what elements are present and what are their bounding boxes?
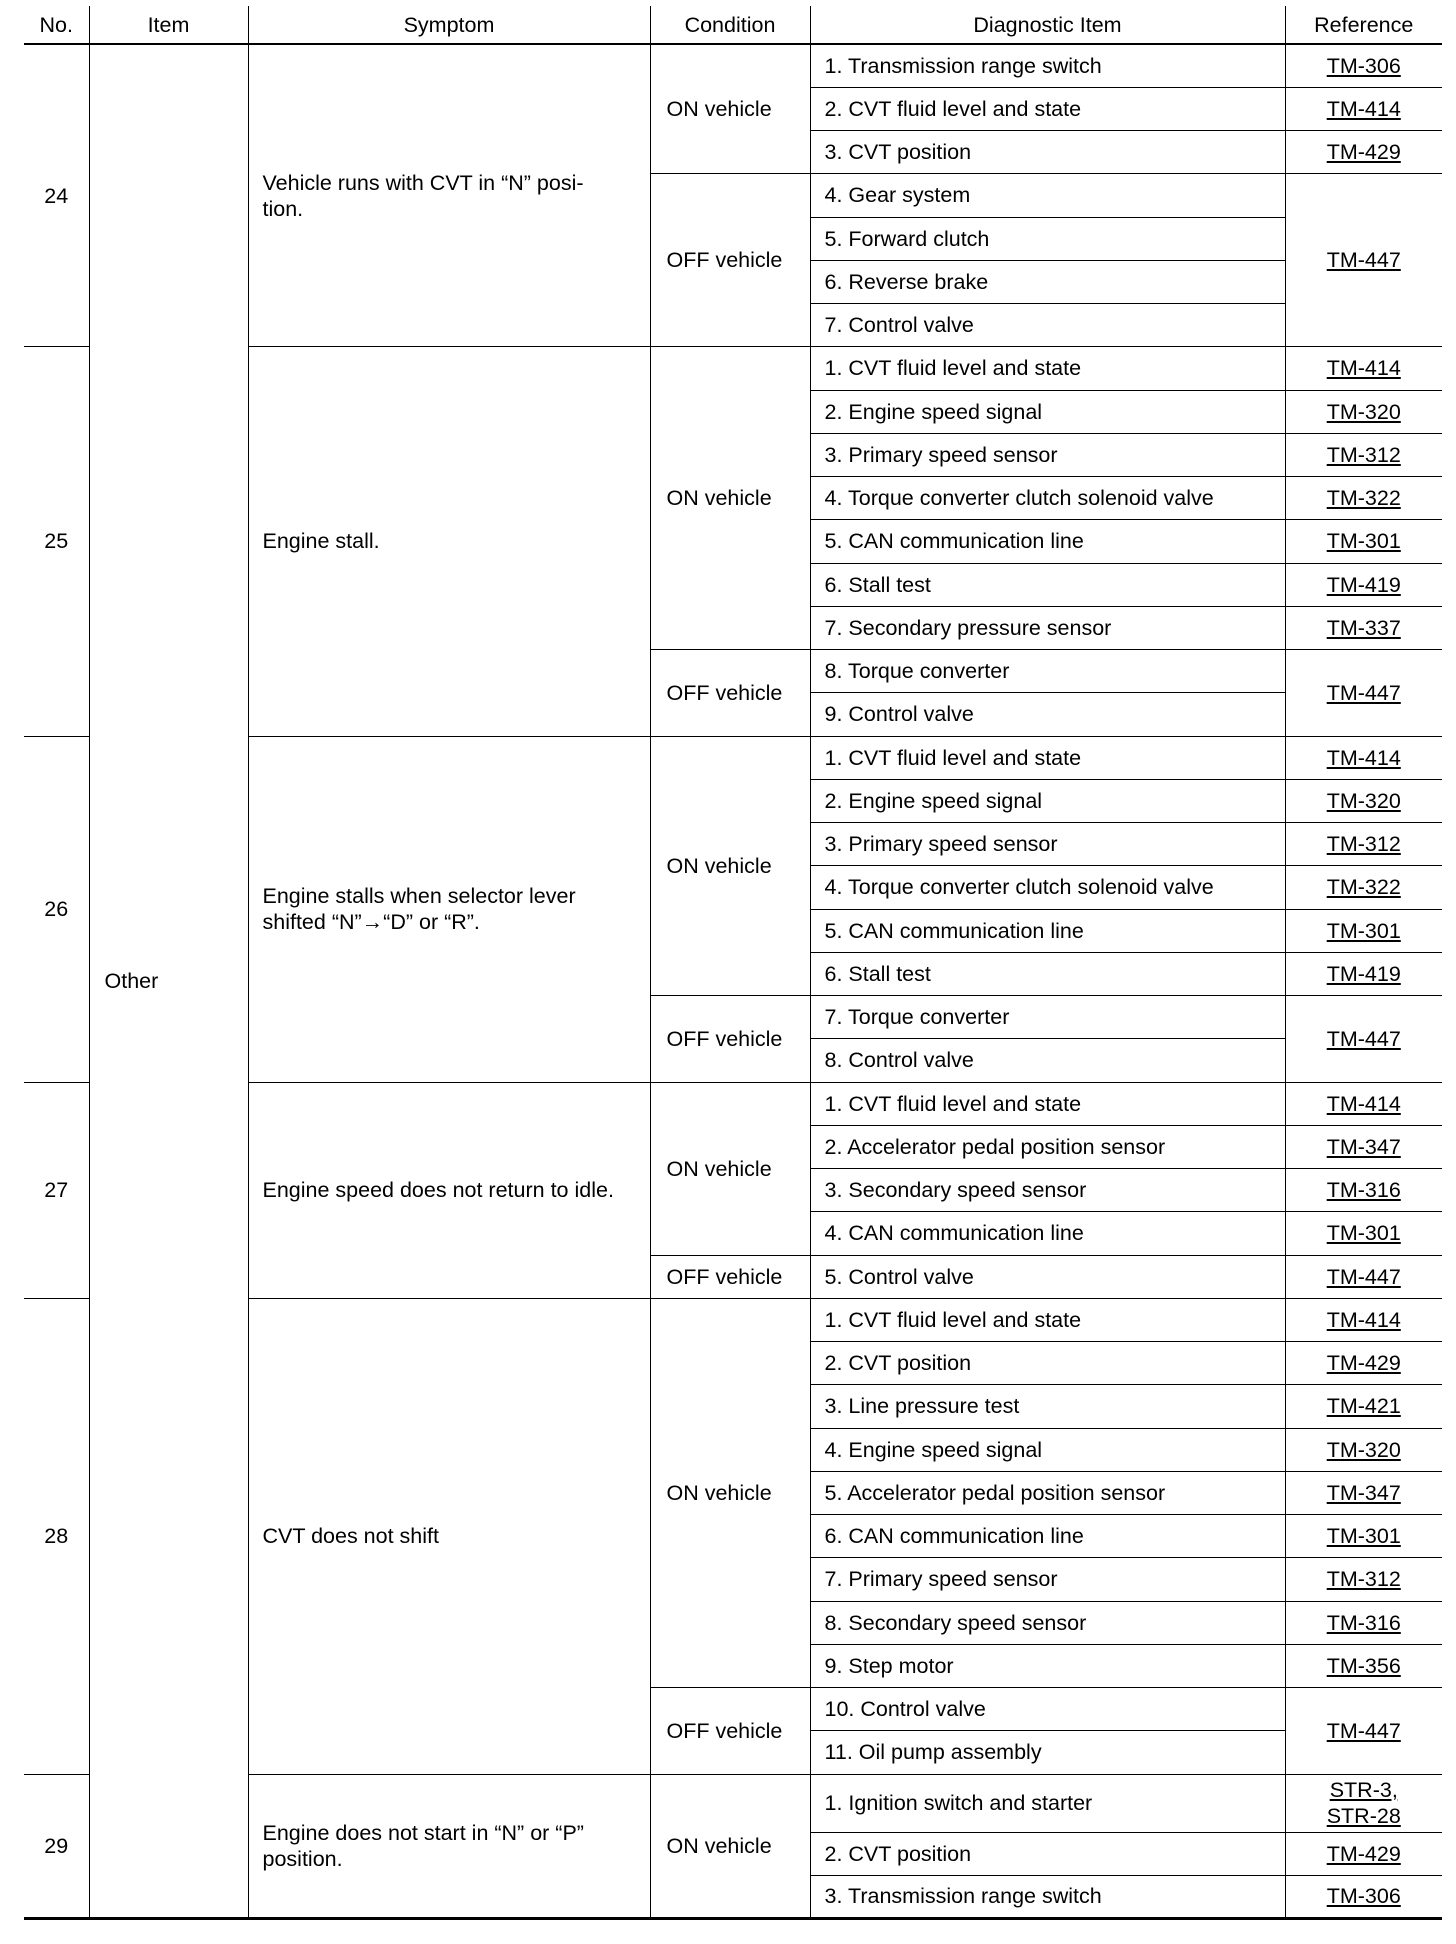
reference-link[interactable]: TM-414: [1326, 745, 1401, 770]
reference-cell: [1285, 606, 1442, 649]
diagnostic-item: 7. Control valve: [810, 304, 1285, 347]
reference-cell: [1285, 433, 1442, 476]
diagnostic-item: 3. CVT position: [810, 131, 1285, 174]
diagnostic-item: 1. Transmission range switch: [810, 44, 1285, 87]
item-cell: Other: [89, 44, 248, 1919]
reference-link[interactable]: TM-320: [1326, 788, 1401, 813]
reference-link[interactable]: TM-419: [1326, 572, 1401, 597]
reference-cell: [1285, 131, 1442, 174]
reference-cell: [1285, 1774, 1442, 1832]
diagnostic-item: 8. Torque converter: [810, 650, 1285, 693]
reference-cell: [1285, 1125, 1442, 1168]
diagnostic-item: 11. Oil pump assembly: [810, 1731, 1285, 1774]
symptom-cell: Engine stall.: [248, 347, 650, 736]
reference-cell: [1285, 996, 1442, 1083]
reference-cell: [1285, 44, 1442, 87]
reference-cell: [1285, 1688, 1442, 1775]
reference-link[interactable]: TM-414: [1326, 1307, 1401, 1332]
table-row: [24, 44, 1442, 87]
diagnostic-item: 1. Ignition switch and starter: [810, 1774, 1285, 1832]
reference-link[interactable]: TM-447: [1326, 1026, 1401, 1051]
diagnostic-item: 2. CVT position: [810, 1342, 1285, 1385]
diagnostic-item: 2. Engine speed signal: [810, 390, 1285, 433]
reference-link[interactable]: TM-347: [1326, 1134, 1401, 1159]
reference-cell: [1285, 1082, 1442, 1125]
reference-cell: [1285, 909, 1442, 952]
row-number: 25: [24, 347, 89, 736]
diagnostic-item: 6. Stall test: [810, 952, 1285, 995]
diagnostic-item: 6. CAN communication line: [810, 1515, 1285, 1558]
reference-link[interactable]: TM-429: [1326, 1351, 1401, 1376]
reference-cell: [1285, 866, 1442, 909]
condition-cell: ON vehicle: [650, 1082, 810, 1255]
reference-link[interactable]: TM-301: [1326, 918, 1401, 943]
reference-cell: [1285, 823, 1442, 866]
reference-link[interactable]: TM-337: [1326, 615, 1401, 640]
diagnostic-item: 1. CVT fluid level and state: [810, 1082, 1285, 1125]
reference-link[interactable]: TM-322: [1326, 486, 1401, 511]
diagnostic-item: 7. Primary speed sensor: [810, 1558, 1285, 1601]
symptom-cell: Engine stalls when selector lever shifted “N”→“D” or “R”.: [248, 736, 650, 1082]
header-condition: Condition: [650, 6, 810, 44]
reference-link[interactable]: TM-316: [1326, 1178, 1401, 1203]
header-symptom: Symptom: [248, 6, 650, 44]
diagnostic-item: 6. Reverse brake: [810, 260, 1285, 303]
reference-cell: [1285, 563, 1442, 606]
reference-cell: [1285, 1342, 1442, 1385]
reference-cell: [1285, 520, 1442, 563]
reference-cell: [1285, 650, 1442, 737]
reference-cell: [1285, 1558, 1442, 1601]
reference-link[interactable]: TM-447: [1326, 248, 1401, 273]
reference-cell: [1285, 1385, 1442, 1428]
reference-link[interactable]: TM-312: [1326, 832, 1401, 857]
row-number: 27: [24, 1082, 89, 1298]
reference-link[interactable]: TM-306: [1326, 53, 1401, 78]
condition-cell: ON vehicle: [650, 44, 810, 174]
diagnostic-item: 3. Secondary speed sensor: [810, 1169, 1285, 1212]
diagnostic-item: 7. Torque converter: [810, 996, 1285, 1039]
reference-link[interactable]: TM-320: [1326, 399, 1401, 424]
diagnostic-item: 3. Line pressure test: [810, 1385, 1285, 1428]
reference-cell: [1285, 1298, 1442, 1341]
diagnostic-item: 3. Primary speed sensor: [810, 433, 1285, 476]
reference-cell: [1285, 1875, 1442, 1918]
reference-link[interactable]: TM-414: [1326, 1091, 1401, 1116]
condition-cell: OFF vehicle: [650, 1255, 810, 1298]
reference-link[interactable]: TM-447: [1326, 1718, 1401, 1743]
reference-cell: [1285, 779, 1442, 822]
reference-cell: [1285, 736, 1442, 779]
reference-link[interactable]: TM-312: [1326, 442, 1401, 467]
reference-cell: [1285, 1471, 1442, 1514]
reference-link[interactable]: TM-312: [1326, 1567, 1401, 1592]
diagnostic-item: 2. CVT fluid level and state: [810, 87, 1285, 130]
condition-cell: OFF vehicle: [650, 650, 810, 737]
reference-cell: [1285, 1428, 1442, 1471]
diagnostic-item: 5. Control valve: [810, 1255, 1285, 1298]
diagnosis-table-page: [24, 6, 1442, 1920]
header-row: [24, 6, 1442, 44]
reference-link[interactable]: TM-322: [1326, 875, 1401, 900]
reference-link[interactable]: TM-301: [1326, 1221, 1401, 1246]
symptom-cell: Vehicle runs with CVT in “N” posi- tion.: [248, 44, 650, 347]
diagnostic-item: 5. CAN communication line: [810, 909, 1285, 952]
symptom-cell: Engine speed does not return to idle.: [248, 1082, 650, 1298]
reference-link[interactable]: TM-414: [1326, 96, 1401, 121]
header-diagnostic-item: Diagnostic Item: [810, 6, 1285, 44]
reference-cell: [1285, 174, 1442, 347]
diagnostic-item: 5. Forward clutch: [810, 217, 1285, 260]
diagnostic-item: 10. Control valve: [810, 1688, 1285, 1731]
diagnostic-item: 9. Control valve: [810, 693, 1285, 736]
reference-cell: [1285, 1832, 1442, 1875]
diagnostic-item: 4. Torque converter clutch solenoid valve: [810, 866, 1285, 909]
diagnostic-item: 5. CAN communication line: [810, 520, 1285, 563]
row-number: 29: [24, 1774, 89, 1919]
reference-link[interactable]: TM-320: [1326, 1437, 1401, 1462]
reference-cell: [1285, 1169, 1442, 1212]
row-number: 24: [24, 44, 89, 347]
condition-cell: ON vehicle: [650, 1298, 810, 1687]
diagnostic-item: 2. CVT position: [810, 1832, 1285, 1875]
reference-cell: [1285, 1601, 1442, 1644]
condition-cell: ON vehicle: [650, 347, 810, 650]
symptom-cell: Engine does not start in “N” or “P” position.: [248, 1774, 650, 1919]
reference-link[interactable]: TM-429: [1326, 140, 1401, 165]
header-reference: Reference: [1285, 6, 1442, 44]
diagnostic-item: 3. Primary speed sensor: [810, 823, 1285, 866]
reference-cell: [1285, 390, 1442, 433]
reference-cell: [1285, 1212, 1442, 1255]
condition-cell: OFF vehicle: [650, 174, 810, 347]
reference-cell: [1285, 347, 1442, 390]
reference-link[interactable]: TM-316: [1326, 1610, 1401, 1635]
symptom-diagnosis-table: [24, 6, 1442, 1920]
reference-link[interactable]: TM-447: [1326, 1264, 1401, 1289]
header-no: No.: [24, 6, 89, 44]
diagnostic-item: 5. Accelerator pedal position sensor: [810, 1471, 1285, 1514]
reference-link[interactable]: TM-447: [1326, 680, 1401, 705]
diagnostic-item: 1. CVT fluid level and state: [810, 736, 1285, 779]
symptom-cell: CVT does not shift: [248, 1298, 650, 1774]
diagnostic-item: 8. Control valve: [810, 1039, 1285, 1082]
diagnostic-item: 6. Stall test: [810, 563, 1285, 606]
diagnostic-item: 4. Gear system: [810, 174, 1285, 217]
diagnostic-item: 4. Torque converter clutch solenoid valve: [810, 477, 1285, 520]
diagnostic-item: 9. Step motor: [810, 1644, 1285, 1687]
reference-cell: [1285, 952, 1442, 995]
condition-cell: ON vehicle: [650, 1774, 810, 1919]
reference-link[interactable]: TM-419: [1326, 961, 1401, 986]
diagnostic-item: 4. CAN communication line: [810, 1212, 1285, 1255]
reference-cell: [1285, 87, 1442, 130]
reference-link[interactable]: TM-414: [1326, 356, 1401, 381]
reference-link[interactable]: TM-306: [1326, 1884, 1401, 1909]
condition-cell: ON vehicle: [650, 736, 810, 996]
reference-link[interactable]: TM-301: [1326, 1524, 1401, 1549]
diagnostic-item: 2. Engine speed signal: [810, 779, 1285, 822]
reference-link[interactable]: TM-301: [1326, 529, 1401, 554]
reference-link[interactable]: TM-356: [1326, 1653, 1401, 1678]
reference-link[interactable]: TM-347: [1326, 1480, 1401, 1505]
header-item: Item: [89, 6, 248, 44]
diagnostic-item: 7. Secondary pressure sensor: [810, 606, 1285, 649]
diagnostic-item: 3. Transmission range switch: [810, 1875, 1285, 1918]
diagnostic-item: 4. Engine speed signal: [810, 1428, 1285, 1471]
reference-cell: [1285, 477, 1442, 520]
reference-link[interactable]: STR-3,: [1329, 1778, 1398, 1802]
diagnostic-item: 1. CVT fluid level and state: [810, 347, 1285, 390]
diagnostic-item: 8. Secondary speed sensor: [810, 1601, 1285, 1644]
reference-cell: [1285, 1644, 1442, 1687]
row-number: 28: [24, 1298, 89, 1774]
diagnostic-item: 1. CVT fluid level and state: [810, 1298, 1285, 1341]
diagnostic-item: 2. Accelerator pedal position sensor: [810, 1125, 1285, 1168]
reference-cell: [1285, 1255, 1442, 1298]
condition-cell: OFF vehicle: [650, 1688, 810, 1775]
reference-cell: [1285, 1515, 1442, 1558]
reference-link[interactable]: TM-421: [1326, 1394, 1401, 1419]
reference-link[interactable]: TM-429: [1326, 1841, 1401, 1866]
condition-cell: OFF vehicle: [650, 996, 810, 1083]
reference-link[interactable]: STR-28: [1326, 1804, 1401, 1828]
row-number: 26: [24, 736, 89, 1082]
